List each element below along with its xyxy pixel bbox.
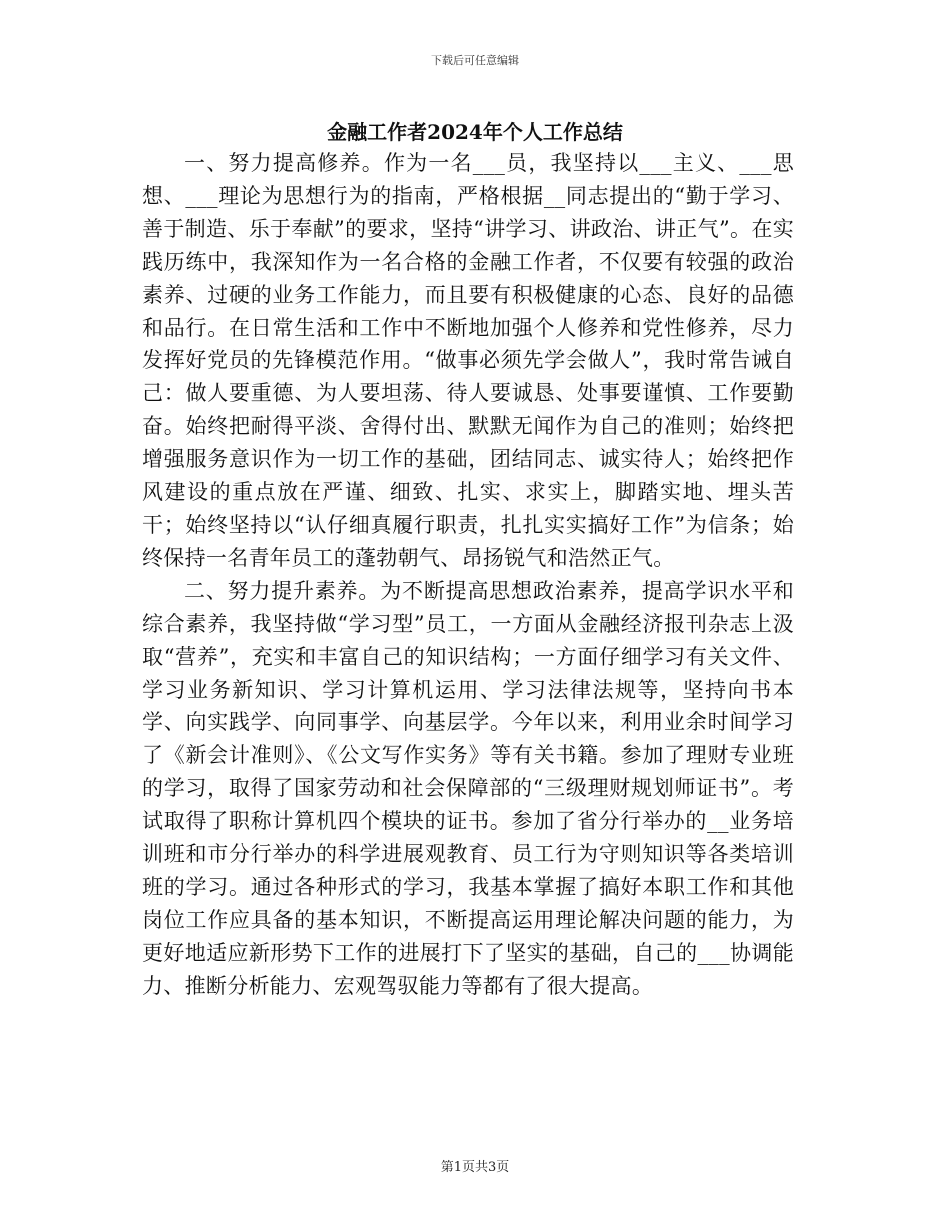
- paragraph-2: 二、努力提升素养。为不断提高思想政治素养，提高学识水平和综合素养，我坚持做“学习型”员工，一方面从金融经济报刊杂志上汲取“营养”，充实和丰富自己的知识结构；一方面仔细学习有关文件、学习业务新知识、学习计算机运用、学习法律法规等，坚持向书本学、向实践学、向同事学、向基层学。今年以来，利用业余时间学习了《新会计准则》、《公文写作实务》等有关书籍。参加了理财专业班的学习，取得了国家劳动和社会保障部的“三级理财规划师证书”。考试取得了职称计算机四个模块的证书。参加了省分行举办的__业务培训班和市分行举办的科学进展观教育、员工行为守则知识等各类培训班的学习。通过各种形式的学习，我基本掌握了搞好本职工作和其他岗位工作应具备的基本知识，不断提高运用理论解决问题的能力，为更好地适应新形势下工作的进展打下了坚实的基础，自己的___协调能力、推断分析能力、宏观驾驭能力等都有了很大提高。: [142, 578, 794, 998]
- page-header-note: 下载后可任意编辑: [431, 54, 519, 67]
- paragraph-1: 一、努力提高修养。作为一名___员，我坚持以___主义、___思想、___理论为思想行为的指南，严格根据__同志提出的“勤于学习、善于制造、乐于奉献”的要求，坚持“讲学习、讲政治、讲正气”。在实践历练中，我深知作为一名合格的金融工作者，不仅要有较强的政治素养、过硬的业务工作能力，而且要有积极健康的心态、良好的品德和品行。在日常生活和工作中不断地加强个人修养和党性修养，尽力发挥好党员的先锋模范作用。“做事必须先学会做人”，我时常告诫自己：做人要重德、为人要坦荡、待人要诚恳、处事要谨慎、工作要勤奋。始终把耐得平淡、舍得付出、默默无闻作为自己的准则；始终把增强服务意识作为一切工作的基础，团结同志、诚实待人；始终把作风建设的重点放在严谨、细致、扎实、求实上，脚踏实地、埋头苦干；始终坚持以“认仔细真履行职责，扎扎实实搞好工作”为信条；始终保持一名青年员工的蓬勃朝气、昂扬锐气和浩然正气。: [142, 151, 794, 570]
- document-body: [142, 147, 794, 1003]
- document-title: 金融工作者2024年个人工作总结: [327, 120, 623, 144]
- page-number: 第1页共3页: [440, 1160, 510, 1175]
